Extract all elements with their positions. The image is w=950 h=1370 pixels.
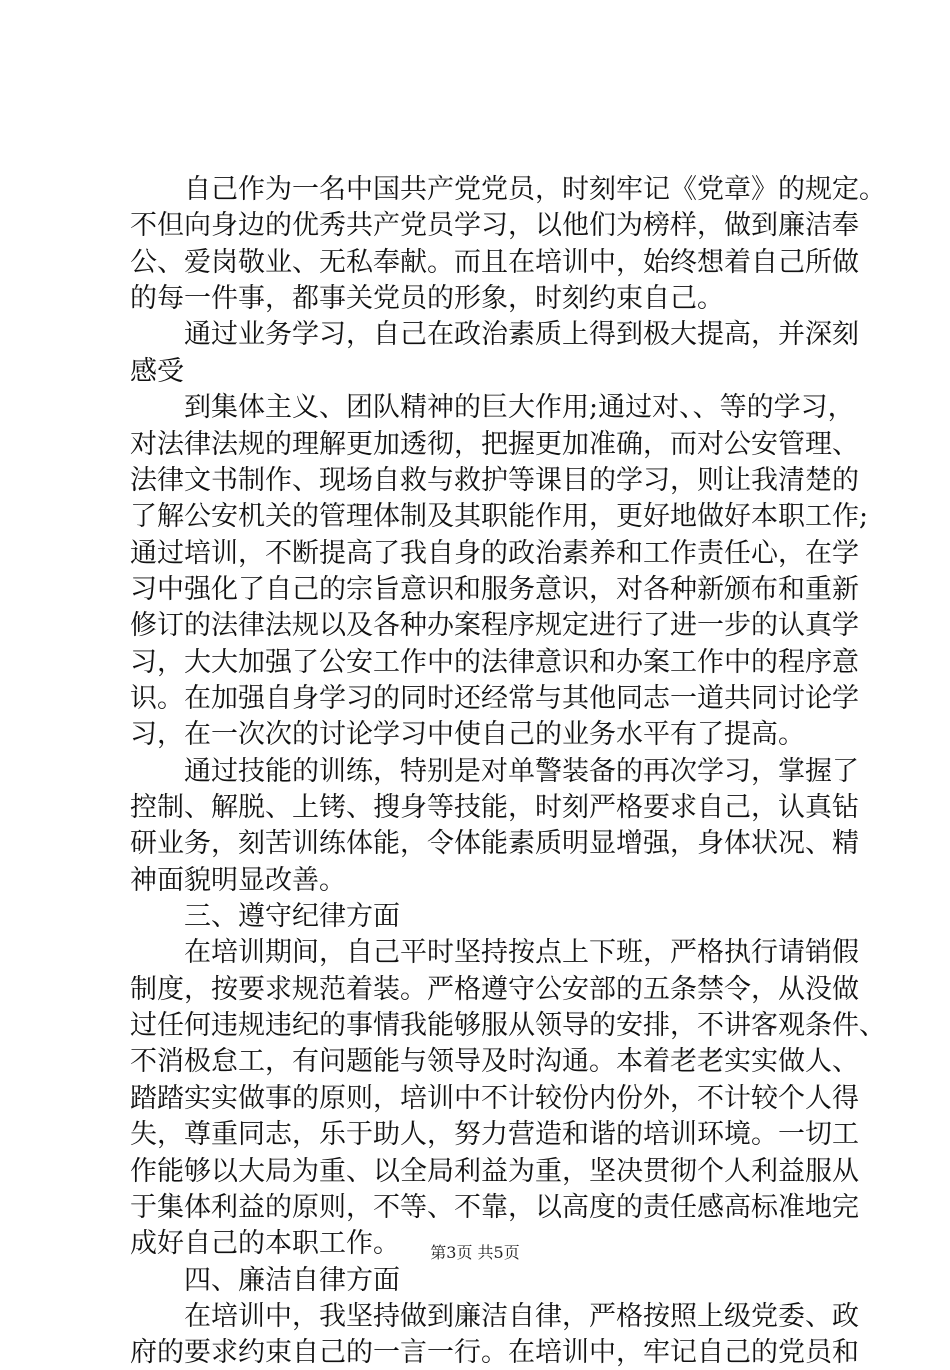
text-line: 制度，按要求规范着装。严格遵守公安部的五条禁令，从没做 [130,973,859,1005]
text-line: 在培训期间，自己平时坚持按点上下班，严格执行请销假 [130,937,859,969]
text-line: 通过培训，不断提高了我自身的政治素养和工作责任心，在学 [130,537,859,569]
text-line: 不消极怠工，有问题能与领导及时沟通。本着老老实实做人、 [130,1046,859,1078]
text-line: 习，在一次次的讨论学习中使自己的业务水平有了提高。 [130,719,805,751]
text-line: 自己作为一名中国共产党党员，时刻牢记《党章》的规定。 [130,174,886,205]
text-line: 修订的法律法规以及各种办案程序规定进行了进一步的认真学 [130,610,859,642]
text-line: 控制、解脱、上铐、搜身等技能，时刻严格要求自己，认真钻 [130,792,859,823]
text-line: 通过技能的训练，特别是对单警装备的再次学习，掌握了 [130,755,859,787]
text-line: 四、廉洁自律方面 [130,1264,400,1296]
text-line: 作能够以大局为重、以全局利益为重，坚决贯彻个人利益服从 [130,1155,859,1187]
text-line: 于集体利益的原则，不等、不靠，以高度的责任感高标准地完 [130,1191,859,1223]
text-line: 公、爱岗敬业、无私奉献。而且在培训中，始终想着自己所做 [130,246,859,278]
text-line: 习中强化了自己的宗旨意识和服务意识，对各种新颁布和重新 [130,573,859,605]
text-line: 的每一件事，都事关党员的形象，时刻约束自己。 [130,283,724,315]
text-line: 踏踏实实做事的原则，培训中不计较份内份外，不计较个人得 [130,1082,859,1114]
text-line: 失，尊重同志，乐于助人，努力营造和谐的培训环境。一切工 [130,1119,859,1151]
text-line: 到集体主义、团队精神的巨大作用;通过对、、等的学习， [130,392,855,424]
text-line: 成好自己的本职工作。 [130,1228,400,1260]
text-line: 通过业务学习，自己在政治素质上得到极大提高，并深刻 [130,319,859,351]
text-line: 感受 [130,355,184,387]
text-line: 研业务，刻苦训练体能，令体能素质明显增强，身体状况、精 [130,828,859,860]
page-footer: 第3页 共5页 [430,1243,520,1262]
text-line: 习，大大加强了公安工作中的法律意识和办案工作中的程序意 [130,646,859,678]
text-line: 了解公安机关的管理体制及其职能作用，更好地做好本职工作; [130,501,869,533]
text-line: 神面貌明显改善。 [130,864,346,896]
text-line: 府的要求约束自己的一言一行。在培训中，牢记自己的党员和 [130,1337,859,1369]
text-line: 识。在加强自身学习的同时还经常与其他同志一道共同讨论学 [130,682,859,714]
text-line: 三、遵守纪律方面 [130,901,400,932]
text-line: 不但向身边的优秀共产党员学习，以他们为榜样，做到廉洁奉 [130,210,859,242]
text-line: 对法律法规的理解更加透彻，把握更加准确，而对公安管理、 [130,428,859,460]
text-line: 在培训中，我坚持做到廉洁自律，严格按照上级党委、政 [130,1300,859,1332]
text-line: 法律文书制作、现场自救与救护等课目的学习，则让我清楚的 [130,464,859,496]
text-line: 过任何违规违纪的事情我能够服从领导的安排，不讲客观条件、 [130,1010,886,1042]
